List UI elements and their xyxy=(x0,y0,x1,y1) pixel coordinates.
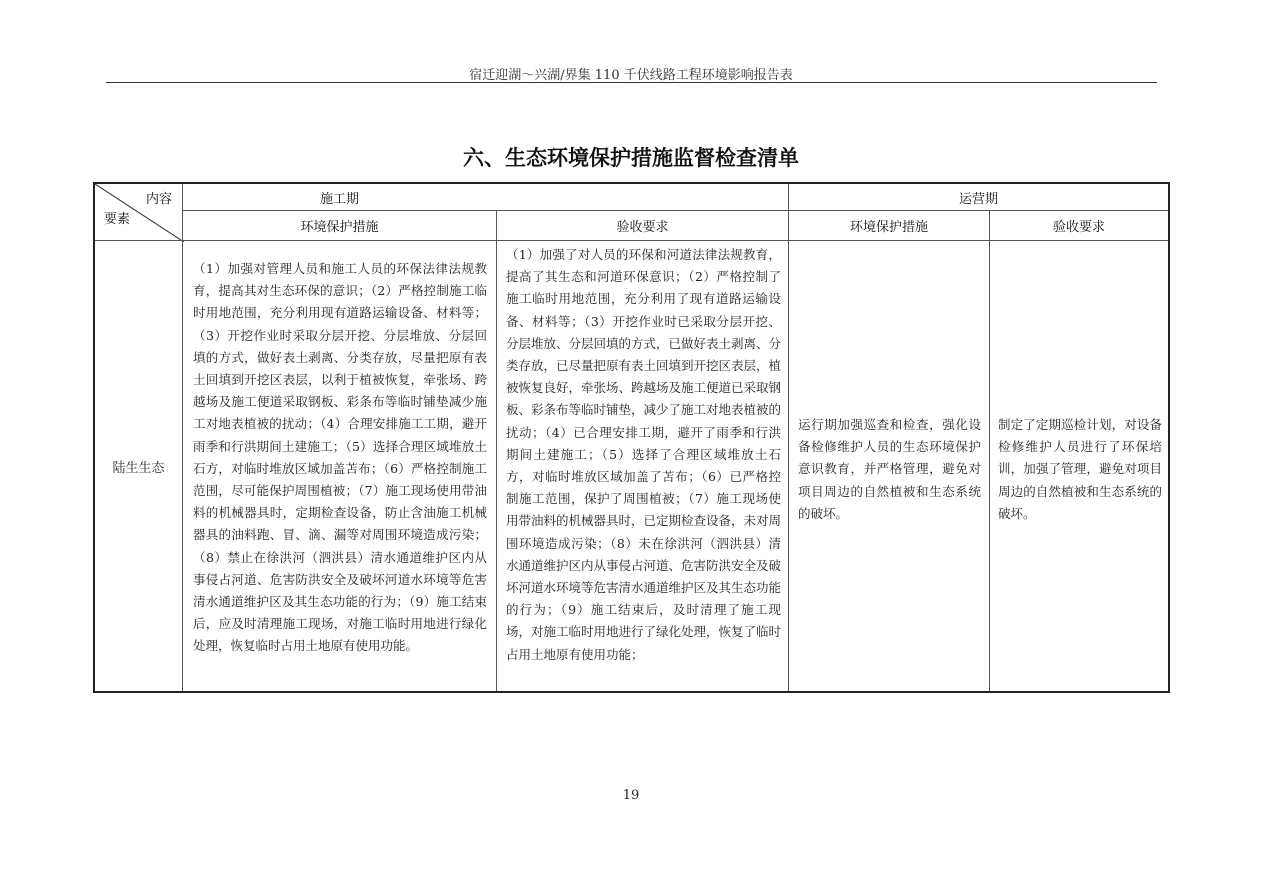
construction-measures-header: 环境保护措施 xyxy=(300,220,379,235)
operation-acceptance-header: 验收要求 xyxy=(1052,220,1105,235)
page-number: 19 xyxy=(622,788,640,803)
checklist-table xyxy=(93,182,1170,693)
construction-acceptance-text: （1）加强了对人员的环保和河道法律法规教育，提高了其生态和河道环保意识；（2）严格控制了施工临时用地范围，充分利用了现有道路运输设备、材料等；（3）开挖作业时已采取分层开挖、分层堆放、分层回填的方式，已做好表土剥离、分类存放，已尽量把原有表土回填到开挖区表层，植被恢复良好，牵张场、跨越场及施工便道已采取钢板、彩条布等临时铺垫，减少了施工对地表植被的扰动；（4）已合理安排工期，避开了雨季和行洪期间土建施工；（5）选择了合理区域堆放土石方，对临时堆放区域加盖了苫布；（6）已严格控制施工范围，保护了周围植被；（7）施工现场使用带油料的机械器具时，已定期检查设备，未对周围环境造成污染；（8）未在徐洪河（泗洪县）清水通道维护区内从事侵占河道、危害防洪安全及破坏河道水环境等危害清水通道维护区及其生态功能的行为；（9）施工结束后，及时清理了施工现场，对施工临时用地进行了绿化处理，恢复了临时占用土地原有使用功能； xyxy=(506,247,782,662)
page-title: 六、生态环境保护措施监督检查清单 xyxy=(463,146,799,170)
operation-phase-header: 运营期 xyxy=(958,191,998,207)
construction-acceptance-header: 验收要求 xyxy=(616,220,669,235)
construction-phase-header: 施工期 xyxy=(319,191,359,207)
row-element-label: 陆生生态 xyxy=(112,460,165,476)
corner-content-label: 内容 xyxy=(145,191,172,207)
operation-acceptance-text: 制定了定期巡检计划，对设备检修维护人员进行了环保培训，加强了管理，避免对项目周边的自然植被和生态系统的破坏。 xyxy=(998,417,1162,521)
construction-measures-text: （1）加强对管理人员和施工人员的环保法律法规教育，提高其对生态环保的意识；（2）严格控制施工临时用地范围，充分利用现有道路运输设备、材料等；（3）开挖作业时采取分层开挖、分层堆放、分层回填的方式，做好表土剥离、分类存放，尽量把原有表土回填到开挖区表层，以利于植被恢复，牵张场、跨越场及施工便道采取钢板、彩条布等临时铺垫减少施工对地表植被的扰动；（4）合理安排施工工期，避开雨季和行洪期间土建施工；（5）选择合理区域堆放土石方，对临时堆放区域加盖苫布；（6）严格控制施工范围，尽可能保护周围植被；（7）施工现场使用带油料的机械器具时，定期检查设备，防止含油施工机械器具的油料跑、冒、滴、漏等对周围环境造成污染；（8）禁止在徐洪河（泗洪县）清水通道维护区内从事侵占河道、危害防洪安全及破坏河道水环境等危害清水通道维护区及其生态功能的行为；（9）施工结束后，应及时清理施工现场，对施工临时用地进行绿化处理，恢复临时占用土地原有使用功能。 xyxy=(193,261,487,654)
grid-line xyxy=(989,210,990,691)
grid-line xyxy=(95,240,1168,241)
corner-element-label: 要素 xyxy=(103,211,130,227)
grid-line xyxy=(788,184,789,691)
document-header: 宿迁迎湖～兴湖/界集 110 千伏线路工程环境影响报告表 xyxy=(469,68,793,83)
header-rule xyxy=(106,82,1157,83)
grid-line xyxy=(182,184,183,691)
operation-measures-text: 运行期加强巡查和检查，强化设备检修维护人员的生态环境保护意识教育，并严格管理，避免对项目周边的自然植被和生态系统的破坏。 xyxy=(798,417,981,521)
grid-line xyxy=(496,210,497,691)
operation-measures-header: 环境保护措施 xyxy=(849,220,928,235)
